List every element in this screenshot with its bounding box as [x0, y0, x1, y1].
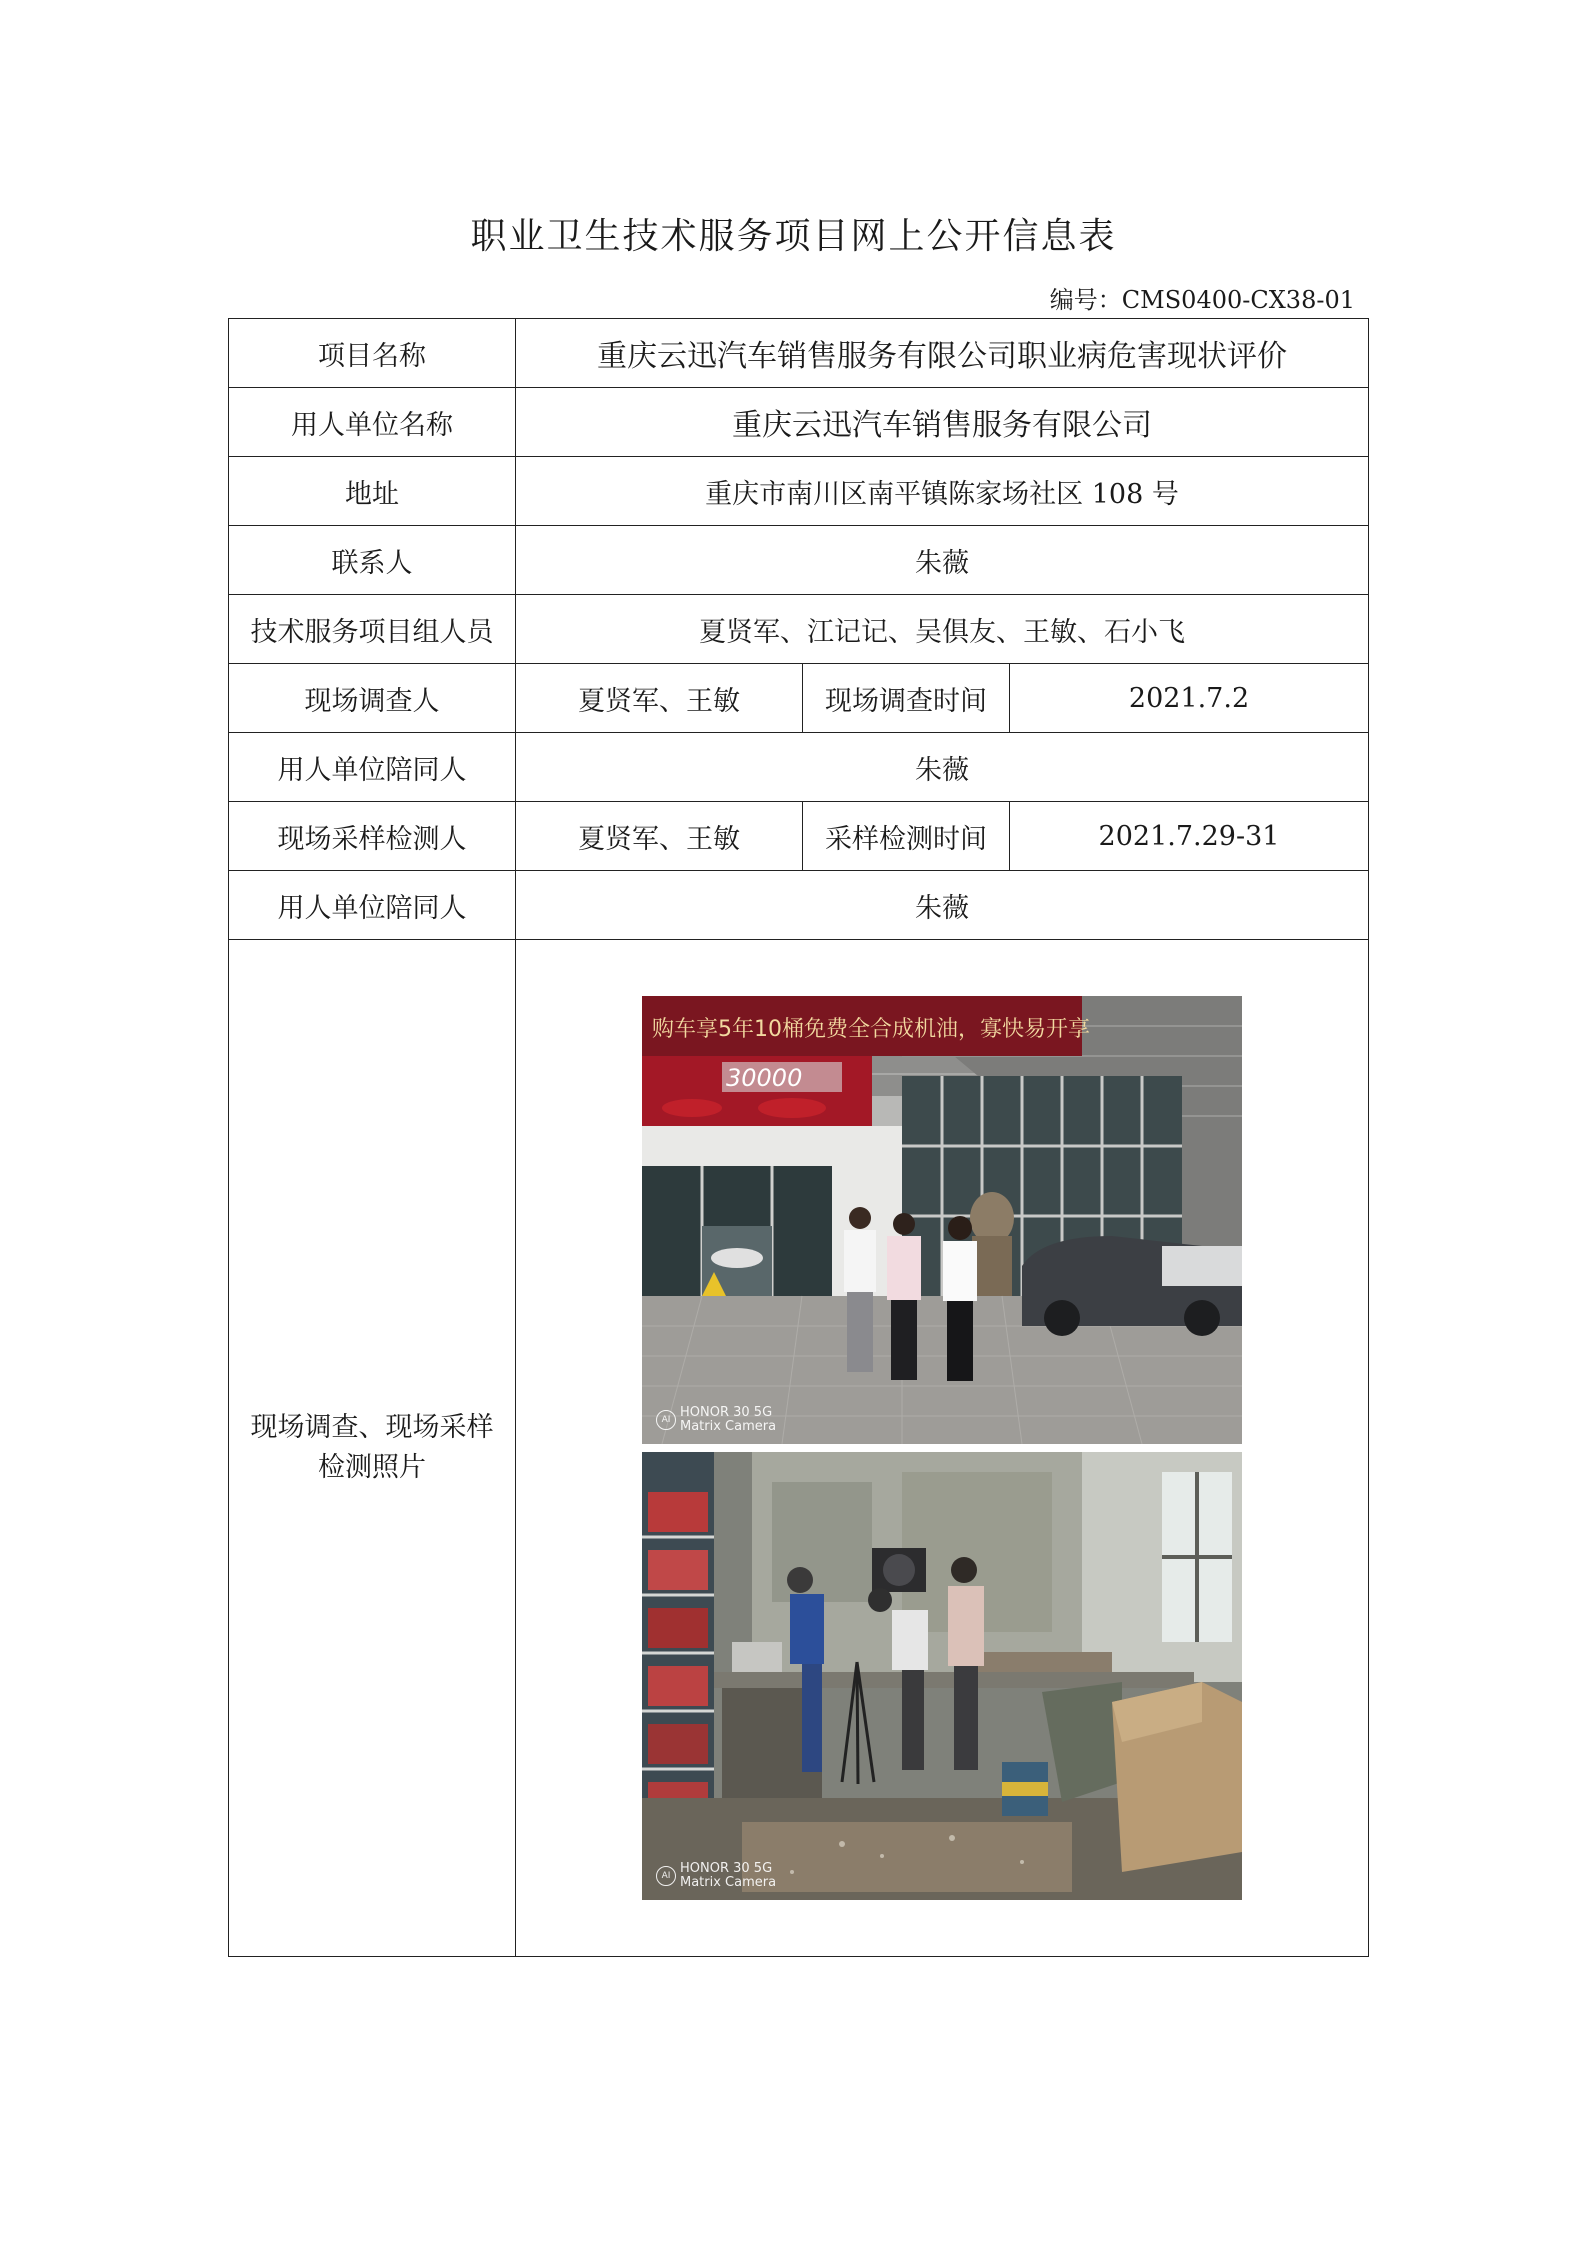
banner-price: 30000 — [726, 1064, 803, 1092]
person-2 — [887, 1213, 921, 1380]
photos-label — [229, 940, 516, 1957]
survey-escort-label: 用人单位陪同人 — [229, 733, 516, 802]
info-table — [228, 318, 1369, 1957]
storefront-photo-image — [642, 996, 1242, 1444]
photos-label-line2: 检测照片 — [318, 1452, 426, 1483]
row-survey-escort — [229, 733, 1369, 802]
photos-cell — [516, 940, 1369, 1957]
row-photos — [229, 940, 1369, 1957]
sampling-escort-value: 朱薇 — [516, 871, 1369, 940]
row-project-name — [229, 319, 1369, 388]
row-team — [229, 595, 1369, 664]
workshop-photo-image — [642, 1452, 1242, 1900]
project-name-value: 重庆云迅汽车销售服务有限公司职业病危害现状评价 — [516, 319, 1369, 388]
survey-time-label: 现场调查时间 — [803, 664, 1010, 733]
row-sampling-escort — [229, 871, 1369, 940]
sampling-label: 现场采样检测人 — [229, 802, 516, 871]
banner-text: 购车享5年10桶免费全合成机油，寡快易开享 — [652, 1017, 1090, 1042]
workshop-photo — [642, 1452, 1242, 1900]
person-1 — [844, 1207, 876, 1372]
survey-escort-value: 朱薇 — [516, 733, 1369, 802]
watermark-line1: HONOR 30 5G — [680, 1405, 773, 1420]
survey-label: 现场调查人 — [229, 664, 516, 733]
sampling-time-label: 采样检测时间 — [803, 802, 1010, 871]
camera-watermark — [656, 1862, 776, 1890]
survey-value: 夏贤军、王敏 — [516, 664, 803, 733]
row-contact — [229, 526, 1369, 595]
team-value: 夏贤军、江记记、吴俱友、王敏、石小飞 — [516, 595, 1369, 664]
row-address — [229, 457, 1369, 526]
page-title: 职业卫生技术服务项目网上公开信息表 — [470, 216, 1117, 257]
watermark-line2: Matrix Camera — [680, 1419, 777, 1434]
sampling-time-value: 2021.7.29-31 — [1010, 802, 1369, 871]
photos-label-line1: 现场调查、现场采样 — [250, 1412, 494, 1443]
camera-watermark — [656, 1406, 776, 1434]
watermark-line1: HONOR 30 5G — [680, 1861, 773, 1876]
ai-badge-icon: AI — [656, 1866, 676, 1886]
address-label: 地址 — [229, 457, 516, 526]
row-survey — [229, 664, 1369, 733]
ai-badge-icon: AI — [656, 1410, 676, 1430]
contact-label: 联系人 — [229, 526, 516, 595]
row-sampling — [229, 802, 1369, 871]
employer-name-label: 用人单位名称 — [229, 388, 516, 457]
contact-value: 朱薇 — [516, 526, 1369, 595]
watermark-line2: Matrix Camera — [680, 1875, 777, 1890]
sampling-escort-label: 用人单位陪同人 — [229, 871, 516, 940]
row-employer-name — [229, 388, 1369, 457]
team-label: 技术服务项目组人员 — [229, 595, 516, 664]
survey-time-value: 2021.7.2 — [1010, 664, 1369, 733]
document-number: 编号：CMS0400-CX38-01 — [1049, 286, 1355, 314]
address-value: 重庆市南川区南平镇陈家场社区 108 号 — [516, 457, 1369, 526]
employer-name-value: 重庆云迅汽车销售服务有限公司 — [516, 388, 1369, 457]
sampling-value: 夏贤军、王敏 — [516, 802, 803, 871]
project-name-label: 项目名称 — [229, 319, 516, 388]
storefront-photo — [642, 996, 1242, 1444]
